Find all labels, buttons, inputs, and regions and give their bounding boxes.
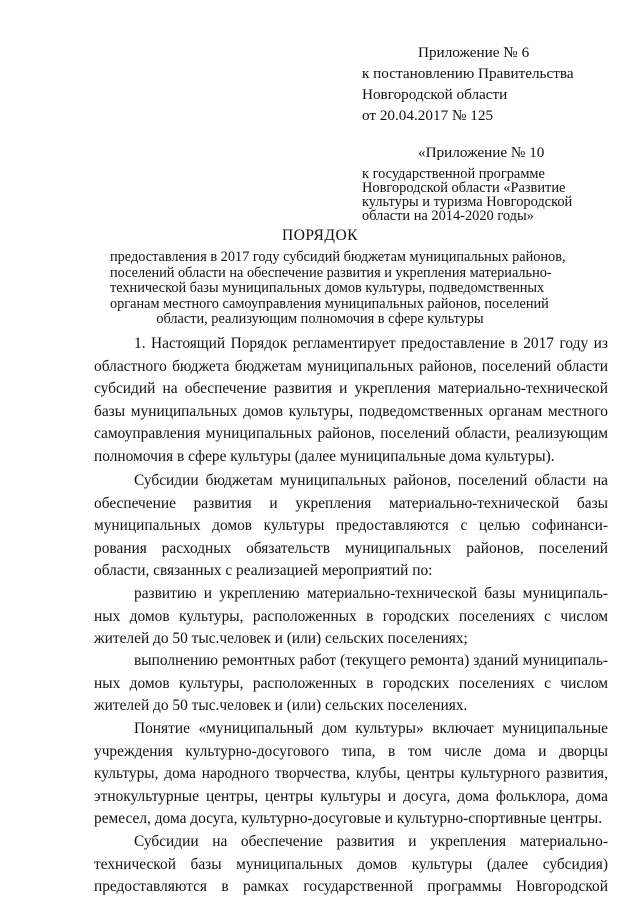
appendix-line: Новгородской области — [362, 86, 508, 103]
appendix-number: Приложение № 6 — [418, 44, 530, 61]
paragraph-6 — [94, 831, 608, 899]
program-appendix-line: области на 2014-2020 годы» — [362, 208, 534, 224]
paragraph-line: развитию и укреплению материально-технической базы муниципаль- — [134, 585, 608, 602]
subtitle-line: органам местного самоуправления муниципальных районов, поселений — [110, 295, 549, 312]
paragraph-4 — [94, 650, 608, 718]
paragraph-line: рования расходных обязательств муниципальных районов, поселений — [94, 539, 608, 557]
program-appendix-line: к государственной программе — [362, 166, 545, 182]
appendix-line: к постановлению Правительства — [362, 65, 574, 82]
paragraph-line: жителей до 50 тыс.человек и (или) сельских поселениях; — [94, 630, 468, 648]
paragraph-5 — [94, 718, 608, 831]
paragraph-line: субсидий на обеспечение развития и укрепления материально-технической — [94, 380, 608, 398]
subtitle-line: технической базы муниципальных домов культуры, подведомственных — [110, 280, 545, 297]
paragraph-line: учреждения культурно-досугового типа, в том числе дома и дворцы — [94, 742, 608, 760]
program-appendix-header — [362, 142, 612, 223]
program-appendix-line: культуры и туризма Новгородской — [362, 194, 573, 210]
paragraph-line: муниципальных домов культуры предоставляются с целью софинанси- — [94, 517, 608, 535]
paragraph-line: жителей до 50 тыс.человек и (или) сельских поселениях. — [94, 697, 468, 715]
paragraph-line: базы муниципальных домов культуры, подведомственных органам местного — [94, 402, 608, 420]
paragraph-line: обеспечение развития и укрепления материально-технической базы — [94, 494, 608, 512]
paragraph-3 — [94, 583, 608, 651]
paragraph-line: предоставляются в рамках государственной программы Новгородской — [94, 878, 608, 896]
program-appendix-line: Новгородской области «Развитие — [362, 180, 566, 196]
paragraph-2 — [94, 470, 608, 583]
program-appendix-number: «Приложение № 10 — [418, 144, 545, 161]
document-subtitle — [110, 249, 566, 328]
paragraph-line: 1. Настоящий Порядок регламентирует предоставление в 2017 году из — [134, 335, 608, 352]
paragraph-1 — [94, 333, 608, 469]
paragraph-line: Субсидии бюджетам муниципальных районов, поселений области на — [134, 472, 608, 489]
paragraph-line: культуры, дома народного творчества, клубы, центры культурного развития, — [94, 765, 608, 783]
paragraph-line: области, связанных с реализацией мероприятий по: — [94, 562, 433, 580]
subtitle-line: области, реализующим полномочия в сфере культуры — [156, 311, 484, 328]
paragraph-line: областного бюджета бюджетам муниципальных районов, поселений области — [94, 357, 608, 375]
subtitle-line: поселений области на обеспечение развития и укрепления материально- — [110, 264, 552, 281]
paragraph-line: самоуправления муниципальных районов, поселений области, реализующим — [94, 425, 608, 443]
subtitle-line: предоставления в 2017 году субсидий бюджетам муниципальных районов, — [110, 249, 566, 265]
appendix-header — [362, 42, 612, 126]
paragraph-line: выполнению ремонтных работ (текущего ремонта) зданий муниципаль- — [134, 652, 608, 669]
paragraph-line: ремесел, дома досуга, культурно-досуговые и культурно-спортивные центры. — [94, 810, 603, 828]
paragraph-line: этнокультурные центры, центры культуры и досуга, дома фольклора, дома — [94, 787, 608, 805]
paragraph-line: технической базы муниципальных домов культуры (далее субсидия) — [94, 855, 608, 873]
paragraph-line: полномочия в сфере культуры (далее муниципальные дома культуры). — [94, 447, 555, 465]
appendix-line: от 20.04.2017 № 125 — [362, 107, 494, 124]
paragraph-line: ных домов культуры, расположенных в городских поселениях с числом — [94, 674, 608, 692]
paragraph-line: Понятие «муниципальный дом культуры» включает муниципальные — [134, 720, 608, 737]
document-title: ПОРЯДОК — [282, 227, 358, 244]
paragraph-line: ных домов культуры, расположенных в городских поселениях с числом — [94, 607, 608, 625]
paragraph-line: Субсидии на обеспечение развития и укрепления материально- — [134, 833, 608, 850]
